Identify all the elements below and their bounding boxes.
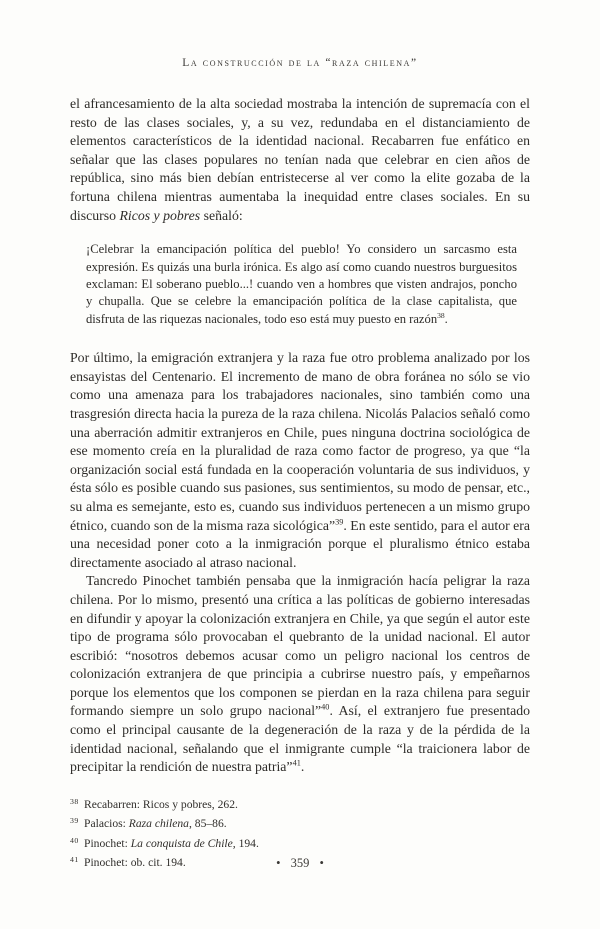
text-segment: Pinochet: ob. cit. 194. <box>84 856 186 870</box>
text-segment: Pinochet: <box>84 836 131 850</box>
footnote-text <box>84 837 259 850</box>
footnote <box>70 794 530 813</box>
footnote-text <box>84 798 238 811</box>
footnote-number: 39 <box>70 816 79 826</box>
footnote-reference: 38 <box>437 310 445 320</box>
text-segment: Raza chilena <box>128 817 189 831</box>
footnote-number: 38 <box>70 796 79 806</box>
footnote <box>70 813 530 832</box>
text-segment: , 85–86. <box>188 817 227 831</box>
footnote-reference: 41 <box>292 758 301 768</box>
page-number: • 359 • <box>276 856 324 870</box>
text-segment: señaló: <box>200 207 243 223</box>
footnote-reference: 39 <box>335 516 344 526</box>
text-segment: . <box>300 759 305 775</box>
text-segment: Palacios: <box>84 817 129 831</box>
text-segment: Recabarren: Ricos y pobres, 262. <box>84 797 238 811</box>
text-segment: . <box>444 311 448 326</box>
text-segment: el afrancesamiento de la alta sociedad mostraba la intención de supremacía con el resto de las clases sociales, y, a su vez, redundaba en el distanciamiento de elementos característicos de la identidad nacional. Recabarren fue enfático en señalar que las clases populares no tenían nada que celebrar en cien años de república, sino más bien debían entristecerse al ver como la elite gozaba de la fortuna chilena mientras aumentaba la inequidad entre clases sociales. En su discurso <box>70 96 530 223</box>
text-segment: . Así, el extranjero fue presentado como el principal causante de la degeneración de la raza y de la pérdida de la identidad nacional, señalando que el inmigrante cumple “la traicionera labor de precipitar la rendición de nuestra patria” <box>70 703 531 775</box>
block-quote <box>86 241 517 328</box>
text-segment: 194. <box>235 836 259 850</box>
text-segment: Por último, la emigración extranjera y la raza fue otro problema analizado por los ensayistas del Centenario. El incremento de mano de obra foránea no sólo se vio como una amenaza para los trabajadores nacionales, sino también como una trasgresión directa hacia la pureza de la raza chilena. Nicolás Palacios señaló como una aberración admitir extranjeros en Chile, pues ninguna doctrina sociológica de ese momento creía en la pluralidad de raza como factor de progreso, ya que “la organización social está fundada en la cooperación voluntaria de sus individuos, y ésta sólo es posible cuando sus pasiones, sus sentimientos, su modo de pensar, etc., su alma es semejante, esto es, cuando sus individuos pertenecen a un mismo grupo étnico, cuando son de la misma raza sicológica” <box>70 350 530 533</box>
body-paragraph <box>70 95 530 225</box>
text-segment: Tancredo Pinochet también pensaba que la inmigración hacía peligrar la raza chilena. Por lo mismo, presentó una crítica a las políticas de gobierno interesadas en difundir y apoyar la colonización extranjera en Chile, ya que según el autor este tipo de programa sólo provocaban el quebranto de la unidad nacional. El autor escribió: “nosotros debemos acusar como un peligro nacional los centros de colonización extranjera de que principia a cubrirse nuestro país, y empeñarnos porque los elementos que los componen se pierdan en la raza chilena para seguir formando siempre un solo grupo nacional” <box>70 573 530 719</box>
body-paragraph <box>70 349 530 572</box>
text-segment: La conquista de Chile, <box>130 836 236 850</box>
running-header: La construcción de la “raza chilena” <box>182 57 418 69</box>
footnote-reference: 40 <box>321 702 330 712</box>
text-segment: Ricos y pobres <box>119 207 201 223</box>
text-segment: . En este sentido, para el autor era una necesidad poner coto a la inmigración porque el pluralismo étnico estaba directamente asociado al atraso nacional. <box>70 517 530 570</box>
footnote-text <box>84 817 227 830</box>
text-segment: ¡Celebrar la emancipación política del pueblo! Yo considero un sarcasmo esta expresión. Es quizás una burla irónica. Es algo así como cuando nuestros burguesitos exclaman: El soberano pueblo...! cuando ven a hombres que visten andrajos, poncho y chupalla. Que se celebre la emancipación política de la clase capitalista, que disfruta de las riquezas nacionales, todo eso está muy puesto en razón <box>86 242 517 326</box>
footnote-number: 41 <box>70 855 79 865</box>
footnote <box>70 833 530 852</box>
footnote-number: 40 <box>70 835 79 845</box>
body-paragraph <box>70 572 530 777</box>
